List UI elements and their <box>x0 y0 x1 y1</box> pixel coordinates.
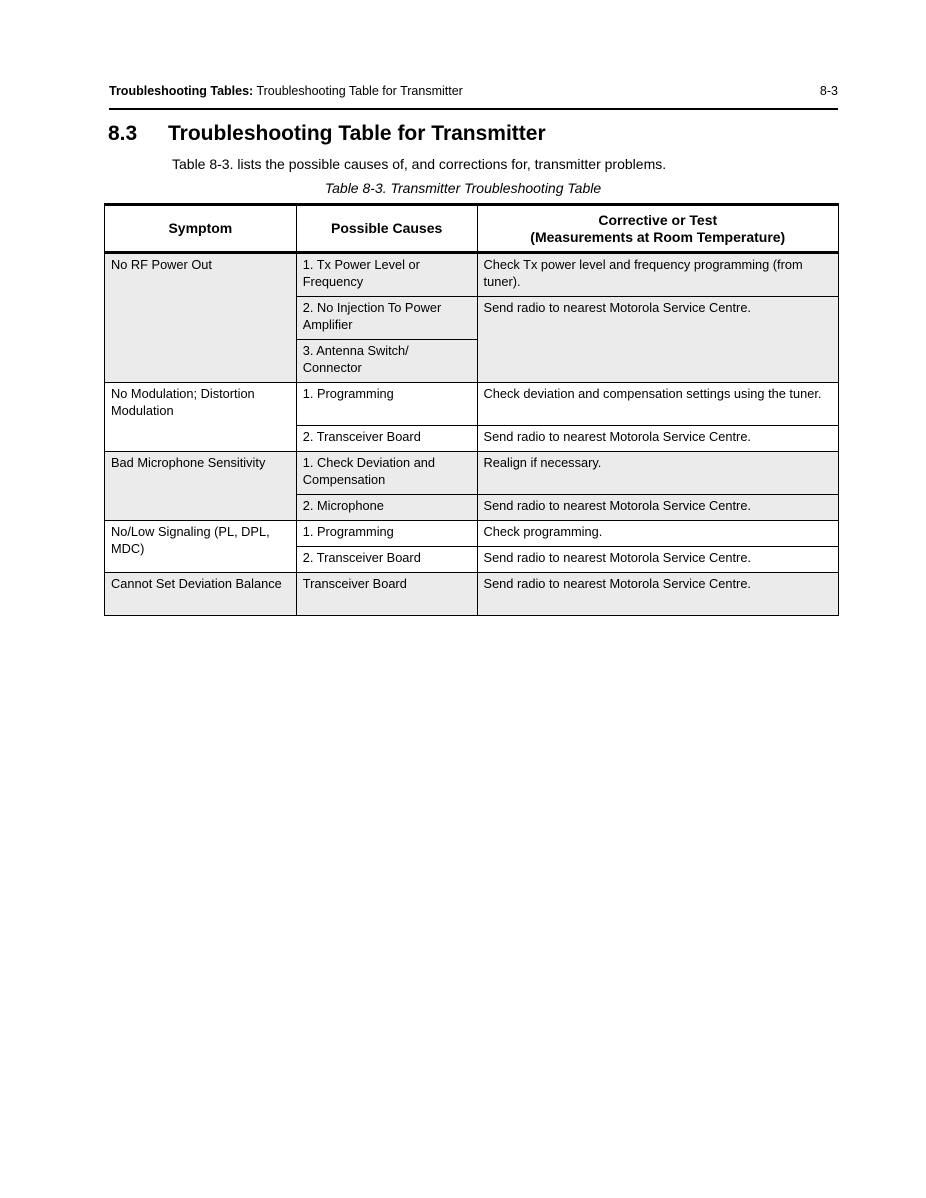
corrective-cell: Check Tx power level and frequency programming (from tuner). <box>477 253 838 297</box>
cause-cell: 1. Check Deviation and Compensation <box>296 452 477 495</box>
cause-cell: 3. Antenna Switch/ Connector <box>296 340 477 383</box>
header-corrective-line1: Corrective or Test <box>598 211 718 228</box>
table-caption: Table 8-3. Transmitter Troubleshooting Table <box>324 180 602 196</box>
symptom-cell: Bad Microphone Sensitivity <box>105 452 297 521</box>
corrective-cell: Send radio to nearest Motorola Service Centre. <box>477 426 838 452</box>
troubleshooting-table <box>104 203 839 616</box>
symptom-cell: Cannot Set Deviation Balance <box>105 573 297 616</box>
corrective-cell: Realign if necessary. <box>477 452 838 495</box>
header-corrective <box>477 205 838 253</box>
symptom-cell: No/Low Signaling (PL, DPL, MDC) <box>105 521 297 573</box>
header-possible-causes: Possible Causes <box>296 205 477 253</box>
cause-cell: 2. Transceiver Board <box>296 547 477 573</box>
corrective-cell: Send radio to nearest Motorola Service Centre. <box>477 547 838 573</box>
corrective-cell: Send radio to nearest Motorola Service Centre. <box>477 573 838 616</box>
intro-paragraph: Table 8-3. lists the possible causes of, and corrections for, transmitter problems. <box>172 156 667 172</box>
symptom-cell: No Modulation; Distortion Modulation <box>105 383 297 452</box>
section-number: 8.3 <box>108 122 138 145</box>
table-row <box>105 573 839 616</box>
corrective-cell: Send radio to nearest Motorola Service Centre. <box>477 297 838 383</box>
running-header <box>109 84 463 98</box>
table-row <box>105 253 839 297</box>
section-heading <box>108 122 546 146</box>
cause-cell: 2. Microphone <box>296 495 477 521</box>
cause-cell: Transceiver Board <box>296 573 477 616</box>
header-symptom: Symptom <box>105 205 297 253</box>
page-number: 8-3 <box>819 84 838 98</box>
section-title: Troubleshooting Table for Transmitter <box>168 122 546 145</box>
table-row <box>105 452 839 495</box>
corrective-cell: Check deviation and compensation settings using the tuner. <box>477 383 838 426</box>
cause-cell: 2. No Injection To Power Amplifier <box>296 297 477 340</box>
running-header-section: Troubleshooting Tables: <box>109 84 254 98</box>
corrective-cell: Send radio to nearest Motorola Service Centre. <box>477 495 838 521</box>
cause-cell: 2. Transceiver Board <box>296 426 477 452</box>
corrective-cell: Check programming. <box>477 521 838 547</box>
header-corrective-line2: (Measurements at Room Temperature) <box>530 228 786 245</box>
table-row <box>105 383 839 426</box>
table-header-row <box>105 205 839 253</box>
symptom-cell: No RF Power Out <box>105 253 297 383</box>
cause-cell: 1. Programming <box>296 521 477 547</box>
cause-cell: 1. Programming <box>296 383 477 426</box>
table-row <box>105 521 839 547</box>
running-header-title: Troubleshooting Table for Transmitter <box>253 84 463 98</box>
cause-cell: 1. Tx Power Level or Frequency <box>296 253 477 297</box>
page-header <box>109 82 838 110</box>
